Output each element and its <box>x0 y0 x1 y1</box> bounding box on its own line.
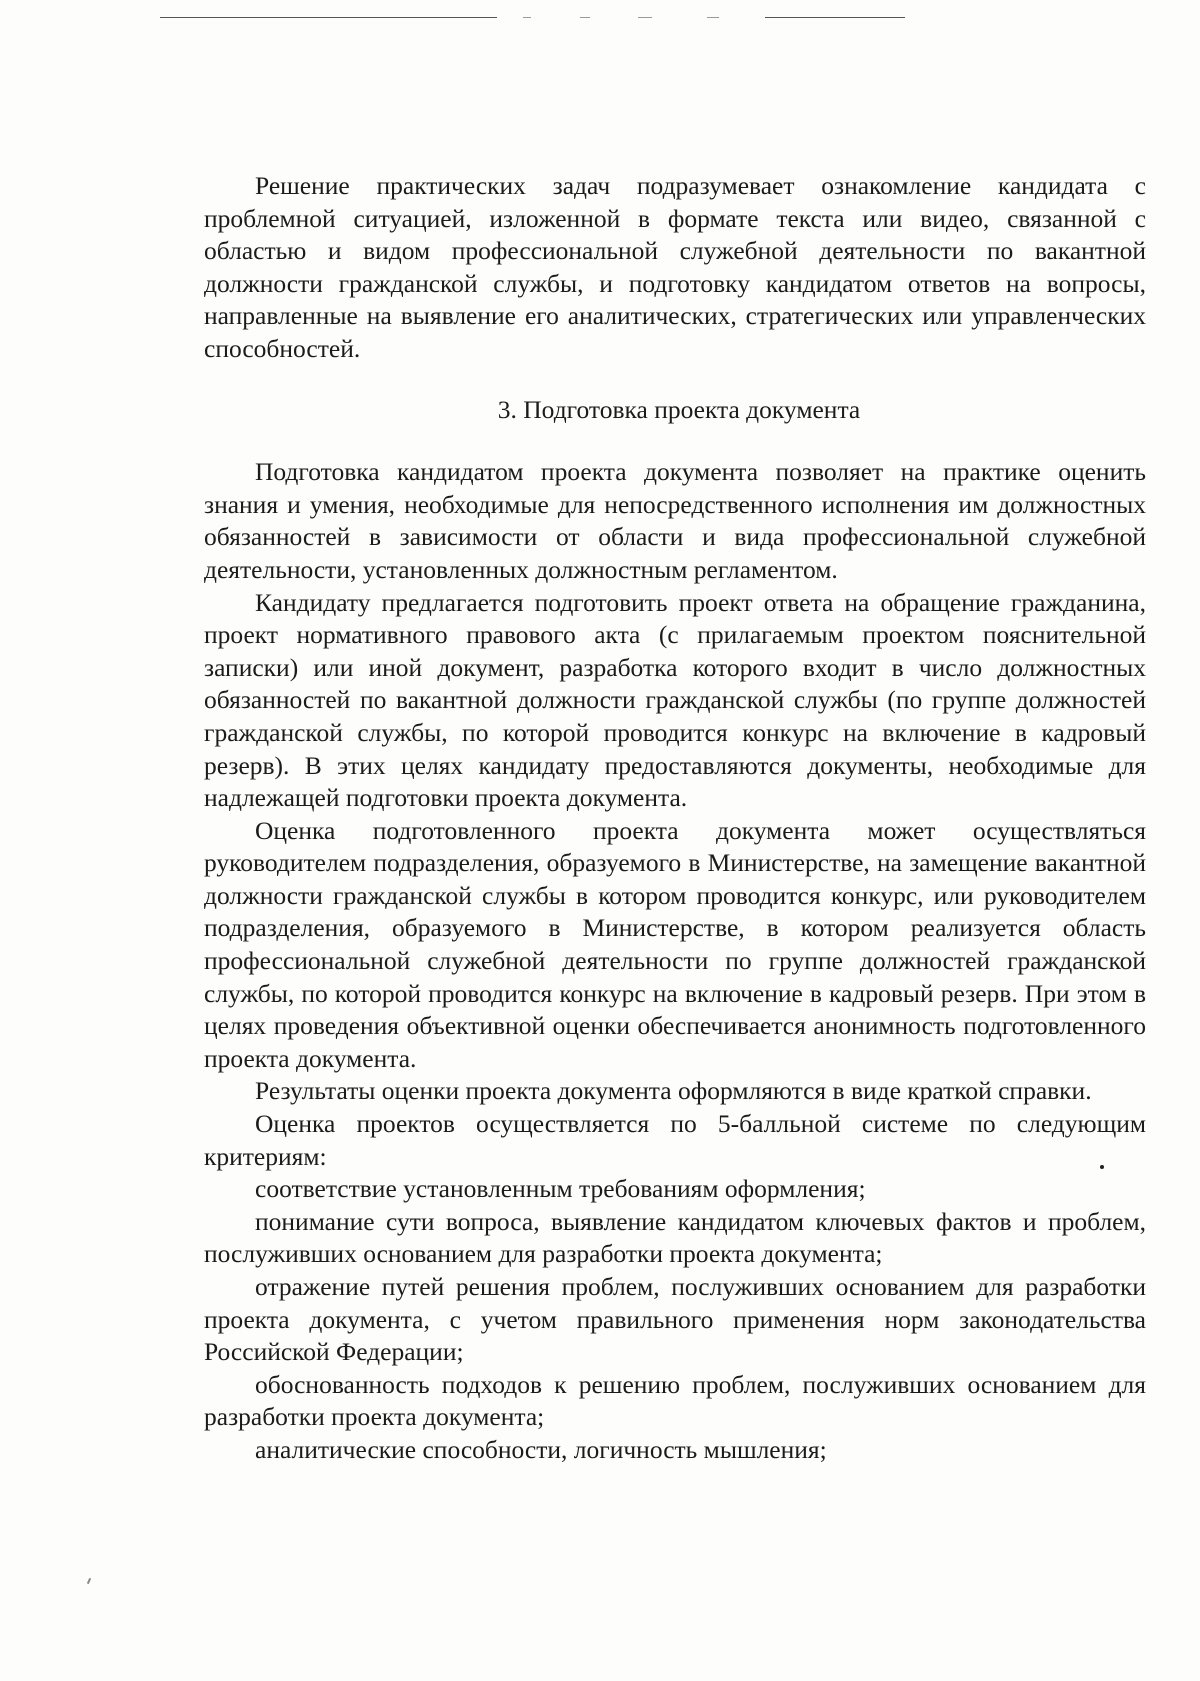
section-heading: 3. Подготовка проекта документа <box>497 394 861 424</box>
criteria-item: соответствие установленным требованиям оформления; <box>255 1174 866 1204</box>
paragraph: Подготовка кандидатом проекта документа позволяет на практике оценить знания и умения, необходимые для непосредственного исполнения им должностных обязанностей в зависимости от области и вида профессиональной служебной деятельности, установленных должностным регламентом. <box>204 457 1146 584</box>
paragraph: Результаты оценки проекта документа оформляются в виде краткой справки. <box>255 1076 1092 1106</box>
document-body <box>204 170 1146 1467</box>
criteria-item: аналитические способности, логичность мышления; <box>255 1434 827 1464</box>
criteria-item: обоснованность подходов к решению проблем, послуживших основанием для разработки проекта документа; <box>204 1369 1146 1432</box>
criteria-item: отражение путей решения проблем, послуживших основанием для разработки проекта документа, с учетом правильного применения норм законодательства Российской Федерации; <box>204 1272 1146 1367</box>
paragraph: Решение практических задач подразумевает ознакомление кандидата с проблемной ситуацией, изложенной в формате текста или видео, связанной с областью и видом профессиональной служебной деятельности по вакантной должности гражданской службы, и подготовку кандидатом ответов на вопросы, направленные на выявление его аналитических, стратегических или управленческих способностей. <box>204 171 1146 363</box>
scan-artifact-top <box>0 17 1200 20</box>
criteria-item: понимание сути вопроса, выявление кандидатом ключевых фактов и проблем, послуживших основанием для разработки проекта документа; <box>204 1206 1146 1269</box>
paragraph: Кандидату предлагается подготовить проект ответа на обращение гражданина, проект нормативного правового акта (с прилагаемым проектом пояснительной записки) или иной документ, разработка которого входит в число должностных обязанностей по вакантной должности гражданской службы (по группе должностей гражданской службы, по которой проводится конкурс на включение в кадровый резерв). В этих целях кандидату предоставляются документы, необходимые для надлежащей подготовки проекта документа. <box>204 587 1146 813</box>
scan-mark <box>87 1578 91 1584</box>
paragraph: Оценка подготовленного проекта документа может осуществляться руководителем подразделения, образуемого в Министерстве, на замещение вакантной должности гражданской службы в котором проводится конкурс, или руководителем подразделения, образуемого в Министерстве, в котором реализуется область профессиональной служебной деятельности по группе должностей гражданской службы, по которой проводится конкурс на включение в кадровый резерв. При этом в целях проведения объективной оценки обеспечивается анонимность подготовленного проекта документа. <box>204 815 1146 1073</box>
paragraph: Оценка проектов осуществляется по 5-балльной системе по следующим критериям: <box>204 1109 1146 1171</box>
